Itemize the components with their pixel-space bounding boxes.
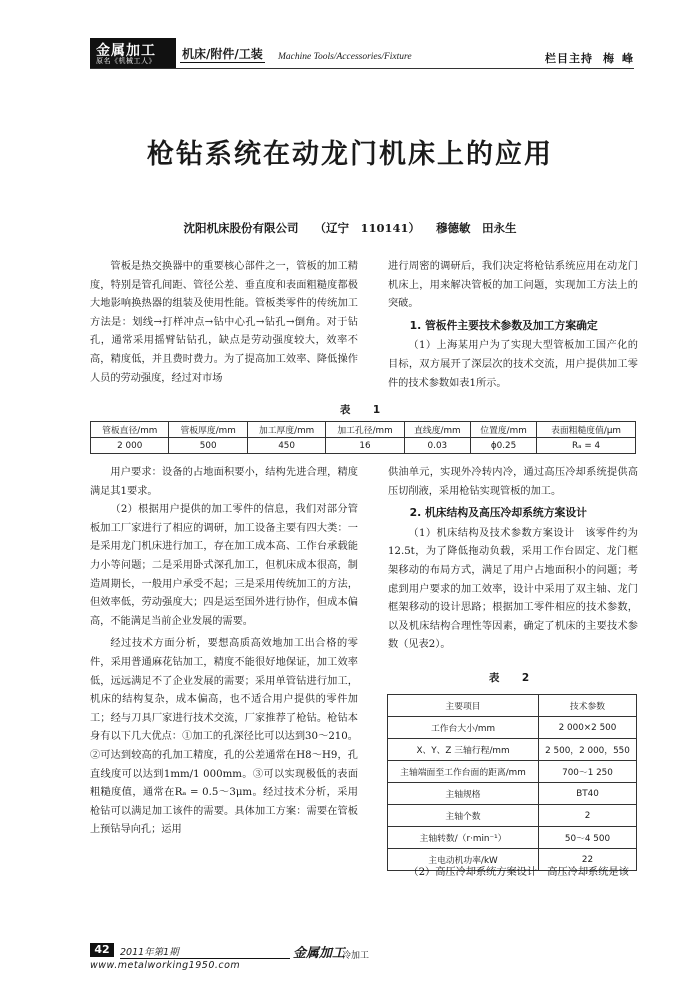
logo-subtitle: 原名《机械工人》 (96, 57, 156, 65)
paragraph: 进行周密的调研后，我们决定将枪钻系统应用在动龙门机床上，用来解决管板的加工问题，实现加工方法上的突破。 (388, 261, 638, 310)
table-cell: 700～1 250 (539, 761, 637, 783)
table2 (387, 694, 637, 871)
table-header: 主要项目 (388, 695, 539, 717)
table-header: 加工孔径/mm (326, 422, 404, 438)
table-header-row (91, 422, 636, 438)
paragraph: （1）机床结构及技术参数方案设计 该零件约为12.5t，为了降低拖动负载，采用工作台固定、龙门框架移动的布局方式，满足了用户占地面积小的问题；考虑到用户要求的加工效率，设计中采用了双主轴、龙门框架移动的设计思路；根据加工零件相应的技术参数，以及机床结构合理性等因素，确定了机床的主要技术参数（见表2）。 (388, 527, 638, 651)
table-cell: 2 500，2 000，550 (539, 739, 637, 761)
table-cell: 16 (326, 438, 404, 454)
affiliation: 沈阳机床股份有限公司 (183, 221, 299, 235)
table-cell: 22 (539, 849, 637, 871)
table-header: 管板厚度/mm (169, 422, 247, 438)
paragraph: （2）高压冷却系统方案设计 高压冷却系统是该 (408, 867, 629, 878)
table-row (388, 805, 637, 827)
table1-caption: 表 1 (339, 404, 387, 416)
table-cell: 主轴转数/（r·min⁻¹） (388, 827, 539, 849)
table-cell: 主轴个数 (388, 805, 539, 827)
table-row (388, 783, 637, 805)
authors: 穆德敏 田永生 (436, 221, 517, 235)
footer-brand-sub: 冷加工 (342, 951, 370, 961)
table-row (388, 739, 637, 761)
table-row (91, 438, 636, 454)
table-header-row (388, 695, 637, 717)
table-header: 管板直径/mm (91, 422, 169, 438)
table-cell: 主轴端面至工作台面的距离/mm (388, 761, 539, 783)
column-host-name: 梅峰 (603, 52, 641, 65)
paragraph: （2）根据用户提供的加工零件的信息，我们对部分管板加工厂家进行了相应的调研，加工设备主要有四大类：一是采用龙门机床进行加工，存在加工成本高、工作台承载能力小等问题；二是采用卧式深孔加工，但机床成本很高，制造周期长，一般用户承受不起；三是采用传统加工的方法，但效率低，劳动强度大；四是运至国外进行协作，但成本偏高，不能满足当前企业发展的需要。 (90, 504, 358, 627)
section-english: Machine Tools/Accessories/Fixture (278, 52, 412, 62)
table-cell: BT40 (539, 783, 637, 805)
table-row (388, 827, 637, 849)
table-cell: 450 (247, 438, 325, 454)
article-title: 枪钻系统在动龙门机床上的应用 (147, 139, 553, 170)
footer-brand: 金属加工 (293, 946, 346, 961)
column-host-label: 栏目主持 (545, 52, 593, 65)
paragraph: 供油单元，实现外冷转内冷，通过高压冷却系统提供高压切削液，采用枪钻实现管板的加工。 (388, 467, 638, 497)
journal-url: www.metalworking1950.com (90, 960, 241, 971)
header-divider (90, 68, 634, 69)
page-number: 42 (90, 943, 114, 957)
footer-divider (120, 958, 290, 959)
paragraph: 用户要求：设备的占地面积要小，结构先进合理，精度满足其1要求。 (90, 467, 358, 497)
table-header: 加工厚度/mm (247, 422, 325, 438)
table-row (388, 717, 637, 739)
table1 (90, 421, 636, 454)
table-cell: 2 (539, 805, 637, 827)
table-cell: 主轴规格 (388, 783, 539, 805)
table-cell: 工作台大小/mm (388, 717, 539, 739)
paragraph: 经过技术方面分析，要想高质高效地加工出合格的零件，采用普通麻花钻加工，精度不能很好地保证，加工效率低，远远满足不了企业发展的需要；采用单管钻进行加工，机床的结构复杂，成本偏高，也不适合用户提供的零件加工；经与刀具厂家进行技术交流，厂家推荐了枪钻。枪钻本身有以下几大优点：①加工的孔深径比可以达到30～210。②可达到较高的孔加工精度，孔的公差通常在H8～H9，孔直线度可以达到1mm/1 000mm。③可以实现极低的表面粗糙度值，通常在Rₐ = 0.5～3μm。经过技术分析，采用枪钻可以满足加工该件的需要。具体加工方案：需要在管板上预钻导向孔；运用 (90, 638, 358, 836)
section-tag: 机床/附件/工装 (182, 47, 263, 61)
table-cell: X、Y、Z 三轴行程/mm (388, 739, 539, 761)
left-column-top (90, 258, 358, 388)
table-header: 技术参数 (539, 695, 637, 717)
issue-label: 2011年第1期 (120, 947, 179, 958)
author-line (0, 220, 700, 236)
table-cell: 2 000×2 500 (539, 717, 637, 739)
section-heading-1: 1. 管板件主要技术参数及加工方案确定 (409, 318, 598, 332)
paragraph: （1）上海某用户为了实现大型管板加工国产化的目标，双方展开了深层次的技术交流，用户提供加工零件的技术参数如表1所示。 (388, 340, 638, 389)
table-cell: Rₐ = 4 (537, 438, 636, 454)
paragraph: 管板是热交换器中的重要核心部件之一，管板的加工精度，特别是管孔间距、管径公差、垂直度和表面粗糙度都极大地影响换热器的组装及使用性能。管板类零件的传统加工方法是：划线→打样冲点→钻中心孔→钻孔→倒角。对于钻孔，通常采用摇臂钻钻孔，缺点是劳动强度较大，效率不高，精度低，并且费时费力。为了提高加工效率、降低操作人员的劳动强度，经过对市场 (90, 261, 358, 384)
table-cell: 0.03 (404, 438, 470, 454)
table-cell: 500 (169, 438, 247, 454)
table-header: 直线度/mm (404, 422, 470, 438)
table-row (388, 761, 637, 783)
table-header: 表面粗糙度值/μm (537, 422, 636, 438)
right-column-top (388, 258, 638, 393)
table-cell: ϕ0.25 (470, 438, 536, 454)
table2-caption: 表 2 (488, 672, 536, 684)
section-heading-2: 2. 机床结构及高压冷却系统方案设计 (409, 506, 587, 520)
logo-title: 金属加工 (96, 43, 156, 59)
table-header: 位置度/mm (470, 422, 536, 438)
table-cell: 2 000 (91, 438, 169, 454)
table-cell: 主电动机功率/kW (388, 849, 539, 871)
location: （辽宁 110141） (314, 221, 420, 235)
table-cell: 50～4 500 (539, 827, 637, 849)
right-column-bottom (388, 464, 638, 655)
right-column-end (388, 864, 638, 883)
left-column-bottom (90, 464, 358, 840)
column-host (545, 50, 641, 66)
journal-logo (90, 38, 176, 68)
